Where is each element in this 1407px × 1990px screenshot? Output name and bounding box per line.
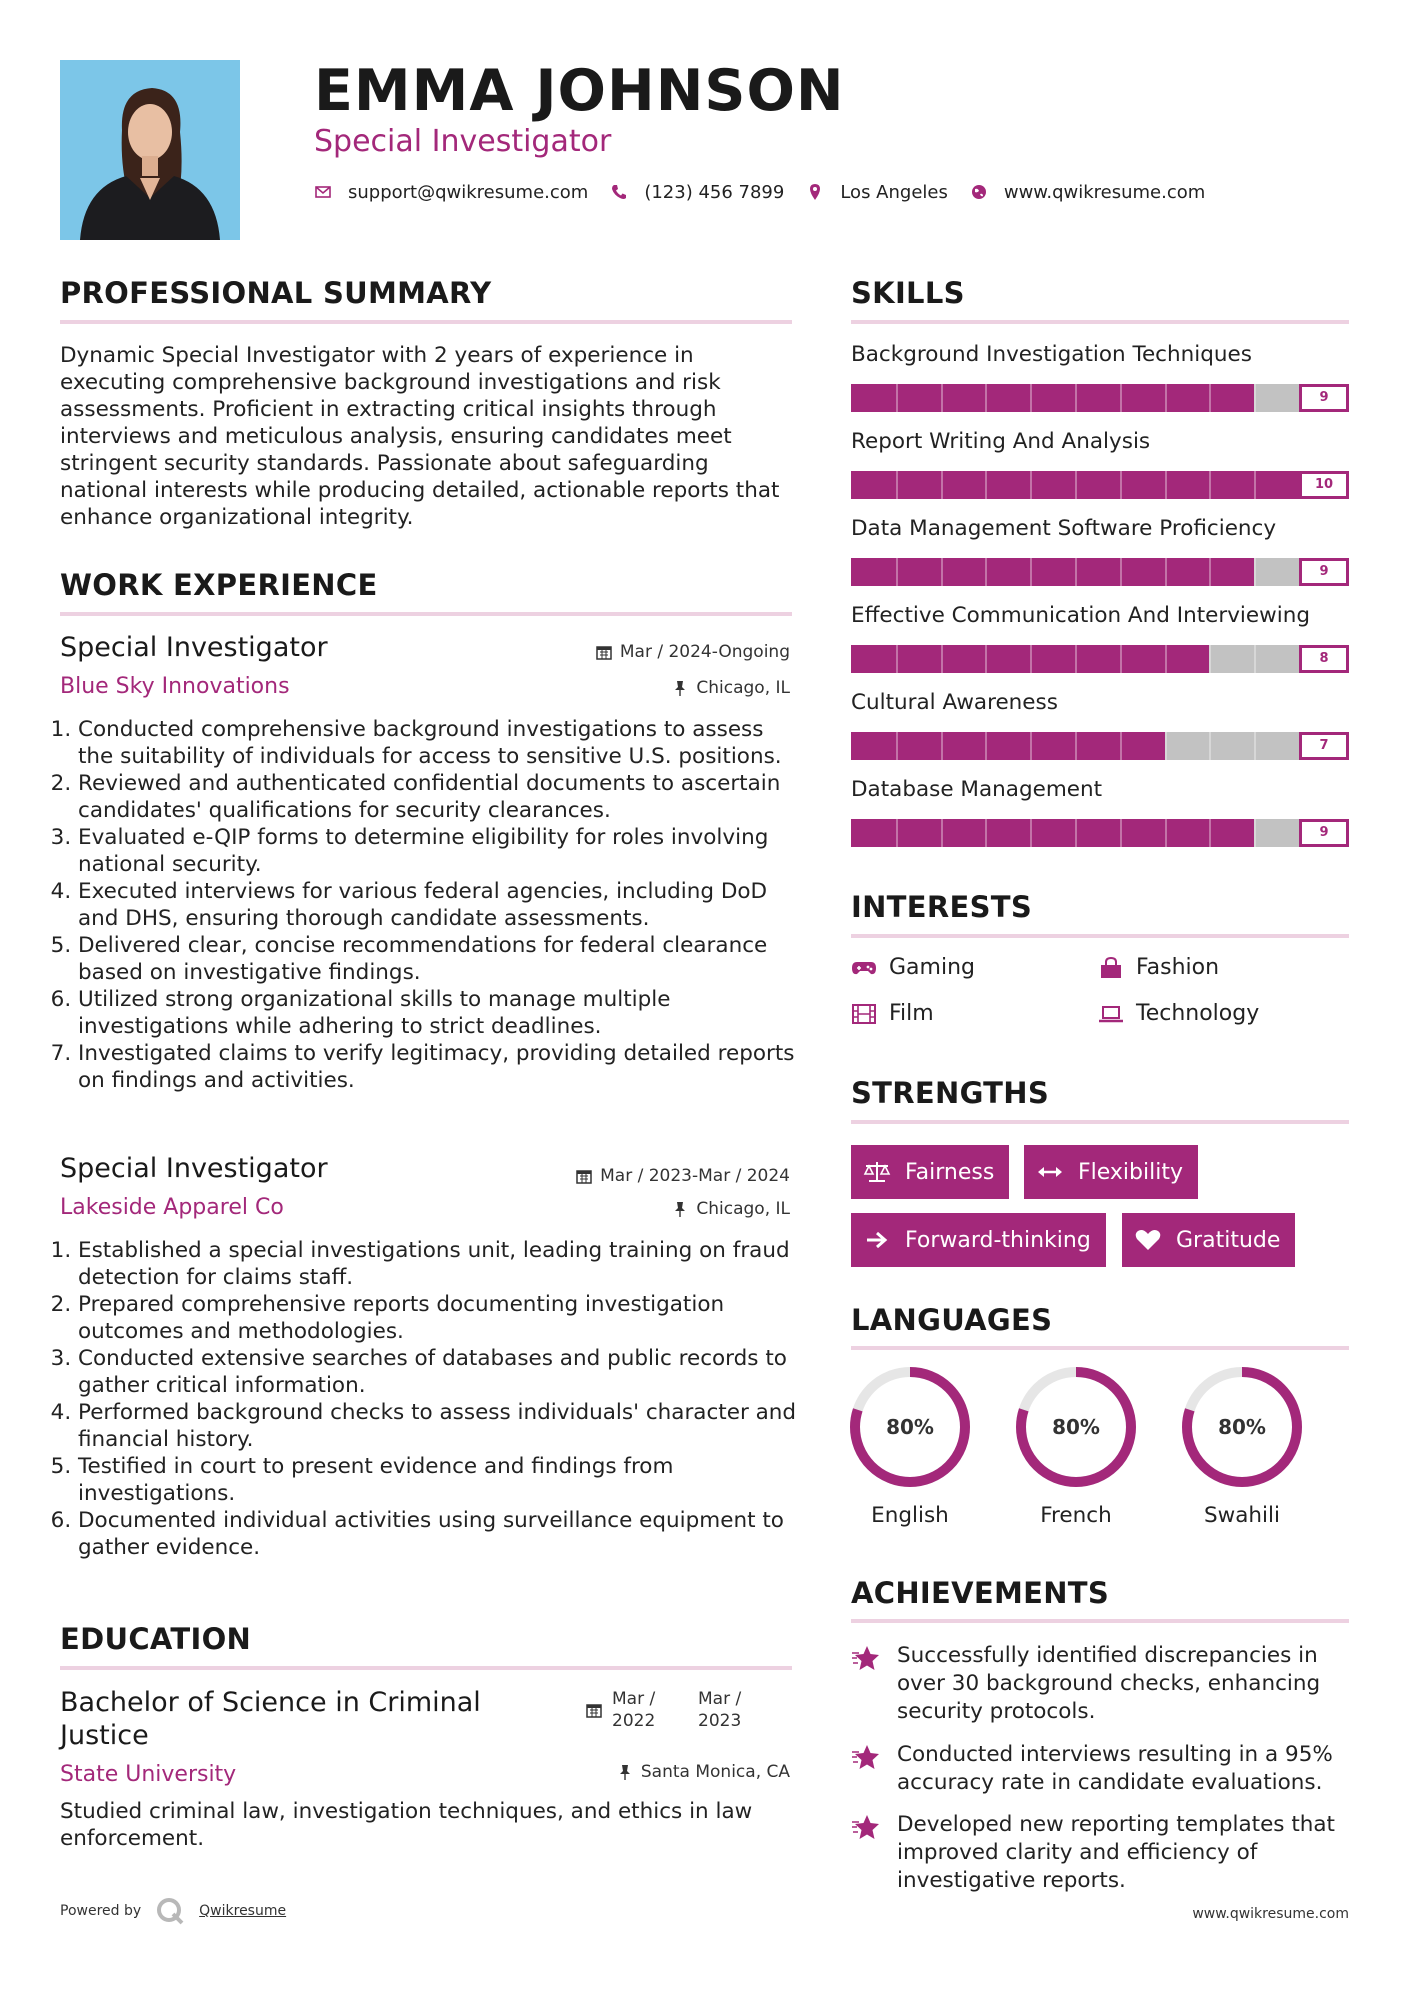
skill-item: [851, 603, 1349, 666]
skill-bar-segment: [1120, 645, 1122, 673]
skill-bar: [851, 732, 1349, 760]
skill-bar-segment: [1209, 384, 1211, 412]
skill-bar-segment: [1075, 819, 1077, 847]
education-end: Mar / 2023: [698, 1689, 742, 1731]
job-2-location: [672, 1199, 790, 1219]
skill-bar-segment: [985, 384, 987, 412]
strength-forward-thinking: [851, 1213, 1106, 1267]
interest-fashion: [1098, 955, 1219, 980]
education-location-text: Santa Monica, CA: [640, 1762, 790, 1782]
skill-bar-segment: [1120, 384, 1122, 412]
skill-bar-segment: [1120, 732, 1122, 760]
skill-bar-segment: [1075, 645, 1077, 673]
interest-film: [851, 1001, 934, 1026]
star-icon: [851, 1743, 883, 1771]
skill-bar-segment: [1030, 819, 1032, 847]
strength-fairness: [851, 1145, 1009, 1199]
language-item: [1014, 1365, 1138, 1528]
job-2-title: Special Investigator: [60, 1153, 328, 1184]
skill-score: 10: [1299, 471, 1349, 499]
skill-bar-segment: [1030, 471, 1032, 499]
skill-bar: [851, 384, 1349, 412]
achievements-heading: ACHIEVEMENTS: [851, 1576, 1110, 1610]
contact-email-text: support@qwikresume.com: [348, 181, 589, 203]
skill-bar-segment: [1209, 558, 1211, 586]
skill-item: [851, 690, 1349, 753]
skill-bar-fill: [851, 732, 1165, 760]
job-1-company: Blue Sky Innovations: [60, 674, 290, 699]
contact-website[interactable]: [970, 182, 1205, 203]
skill-bar-segment: [985, 819, 987, 847]
skills-heading: SKILLS: [851, 276, 965, 310]
contact-website-text: www.qwikresume.com: [1003, 181, 1206, 203]
list-item: 3. Conducted extensive searches of databases and public records to gather critical information.: [78, 1345, 800, 1399]
skill-bar-segment: [1165, 558, 1167, 586]
star-icon: [851, 1813, 883, 1841]
skill-bar-segment: [1254, 645, 1256, 673]
profile-photo: [60, 60, 240, 240]
candidate-role: Special Investigator: [314, 124, 612, 159]
map-pin-icon: [806, 183, 824, 201]
experience-divider: [60, 612, 792, 616]
interest-technology: [1098, 1001, 1259, 1026]
skill-bar: [851, 819, 1349, 847]
languages-heading: LANGUAGES: [851, 1303, 1053, 1337]
strength-flexibility-label: Flexibility: [1078, 1159, 1183, 1185]
globe-icon: [970, 183, 988, 201]
education-heading: EDUCATION: [60, 1622, 252, 1656]
skill-bar-segment: [1030, 732, 1032, 760]
language-item: [848, 1365, 972, 1528]
skill-score: 9: [1299, 819, 1349, 847]
skill-label: Effective Communication And Interviewing: [851, 603, 1310, 628]
list-item: 1. Established a special investigations unit, leading training on fraud detection for claims staff.: [78, 1237, 800, 1291]
skill-bar-segment: [1165, 384, 1167, 412]
arrows-horizontal-icon: [1036, 1160, 1064, 1184]
skill-bar-segment: [1030, 558, 1032, 586]
film-icon: [851, 1003, 877, 1025]
education-location: [617, 1762, 790, 1782]
job-1-location-text: Chicago, IL: [696, 678, 790, 698]
qwikresume-logo-icon: [155, 1896, 185, 1926]
skill-bar-segment: [1165, 819, 1167, 847]
language-name: Swahili: [1204, 1503, 1280, 1528]
education-degree: Bachelor of Science in Criminal Justice: [60, 1687, 481, 1751]
summary-divider: [60, 320, 792, 324]
language-percent: 80%: [1052, 1415, 1100, 1439]
languages-divider: [851, 1346, 1349, 1350]
skill-bar-segment: [1209, 819, 1211, 847]
skill-bar-segment: [941, 471, 943, 499]
strength-fairness-label: Fairness: [905, 1159, 995, 1185]
summary-text: Dynamic Special Investigator with 2 years of experience in executing comprehensive background investigations and risk assessments. Proficient in extracting critical insights through interviews and meticulous analysis, ensuring candidates meet stringent security standards. Passionate about safeguarding national interests while producing detailed, actionable reports that enhance organizational integrity.: [60, 343, 780, 530]
strengths-heading: STRENGTHS: [851, 1076, 1050, 1110]
interest-technology-label: Technology: [1136, 1001, 1260, 1026]
contact-location-text: Los Angeles: [840, 181, 948, 203]
job-1-title: Special Investigator: [60, 632, 328, 663]
heart-icon: [1134, 1228, 1162, 1252]
star-icon: [851, 1644, 883, 1672]
list-item: 3. Evaluated e-QIP forms to determine eligibility for roles involving national security.: [78, 824, 800, 878]
skill-bar: [851, 558, 1349, 586]
skill-bar-segment: [1030, 645, 1032, 673]
skill-bar: [851, 471, 1349, 499]
footer-url[interactable]: www.qwikresume.com: [1192, 1906, 1349, 1922]
job-1-location: [672, 678, 790, 698]
strength-gratitude-label: Gratitude: [1176, 1227, 1281, 1253]
job-2-dates-text: Mar / 2023-Mar / 2024: [600, 1166, 790, 1186]
achievement-text: Conducted interviews resulting in a 95% accuracy rate in candidate evaluations.: [897, 1742, 1333, 1795]
skill-label: Database Management: [851, 777, 1103, 802]
skill-item: [851, 516, 1349, 579]
powered-by-label: Powered by: [60, 1903, 142, 1919]
interests-heading: INTERESTS: [851, 890, 1033, 924]
job-2-location-text: Chicago, IL: [696, 1199, 790, 1219]
skill-bar-segment: [1254, 732, 1256, 760]
language-percent: 80%: [886, 1415, 934, 1439]
skill-bar-segment: [985, 732, 987, 760]
skill-bar-segment: [1165, 645, 1167, 673]
skill-bar-fill: [851, 384, 1254, 412]
list-item: 5. Testified in court to present evidence and findings from investigations.: [78, 1453, 800, 1507]
calendar-icon: [596, 644, 612, 660]
job-1-dates: [596, 642, 790, 662]
language-item: [1180, 1365, 1304, 1528]
achievements-divider: [851, 1619, 1349, 1623]
skill-bar-segment: [896, 384, 898, 412]
education-divider: [60, 1666, 792, 1670]
skill-bar-fill: [851, 819, 1254, 847]
skill-bar-segment: [896, 732, 898, 760]
skill-item: [851, 429, 1349, 492]
skill-bar-segment: [941, 558, 943, 586]
interest-film-label: Film: [889, 1001, 934, 1026]
pushpin-icon: [672, 1201, 688, 1217]
candidate-name: EMMA JOHNSON: [314, 58, 845, 124]
list-item: 2. Prepared comprehensive reports documenting investigation outcomes and methodologies.: [78, 1291, 800, 1345]
skill-bar-segment: [1075, 558, 1077, 586]
language-name: English: [871, 1503, 949, 1528]
skill-score: 8: [1299, 645, 1349, 673]
strength-forward-thinking-label: Forward-thinking: [905, 1227, 1091, 1253]
skill-bar-segment: [1254, 558, 1256, 586]
strength-flexibility: [1024, 1145, 1198, 1199]
list-item: 5. Delivered clear, concise recommendations for federal clearance based on investigative findings.: [78, 932, 800, 986]
skill-score: 9: [1299, 558, 1349, 586]
language-name: French: [1040, 1503, 1112, 1528]
list-item: 6. Documented individual activities using surveillance equipment to gather evidence.: [78, 1507, 800, 1561]
skill-bar-segment: [985, 471, 987, 499]
skill-bar-segment: [1075, 732, 1077, 760]
skill-item: [851, 777, 1349, 840]
skill-bar-segment: [896, 471, 898, 499]
achievement-text: Developed new reporting templates that improved clarity and efficiency of investigative reports.: [897, 1812, 1335, 1893]
gamepad-icon: [851, 957, 877, 979]
skill-bar-segment: [1209, 645, 1211, 673]
skill-bar-segment: [1209, 732, 1211, 760]
brand-link[interactable]: Qwikresume: [199, 1903, 287, 1919]
calendar-icon: [576, 1168, 592, 1184]
language-percent: 80%: [1218, 1415, 1266, 1439]
skill-label: Cultural Awareness: [851, 690, 1058, 715]
skill-bar-segment: [1120, 558, 1122, 586]
arrow-right-icon: [863, 1228, 891, 1252]
skill-bar-segment: [1075, 384, 1077, 412]
contact-phone[interactable]: [610, 182, 784, 203]
achievement-item: [851, 1811, 1351, 1895]
skill-bar-segment: [896, 819, 898, 847]
summary-heading: PROFESSIONAL SUMMARY: [60, 276, 492, 310]
calendar-icon: [586, 1702, 602, 1718]
list-item: 1. Conducted comprehensive background investigations to assess the suitability of individuals for access to sensitive U.S. positions.: [78, 716, 800, 770]
education-description: Studied criminal law, investigation techniques, and ethics in law enforcement.: [60, 1799, 753, 1851]
skill-bar-segment: [1120, 471, 1122, 499]
job-2-company: Lakeside Apparel Co: [60, 1195, 284, 1220]
pushpin-icon: [672, 680, 688, 696]
skill-bar-segment: [941, 384, 943, 412]
skill-bar-segment: [1254, 384, 1256, 412]
interest-gaming-label: Gaming: [889, 955, 975, 980]
skill-bar-segment: [896, 558, 898, 586]
strengths-divider: [851, 1120, 1349, 1124]
laptop-icon: [1098, 1003, 1124, 1025]
list-item: 4. Performed background checks to assess individuals' character and financial history.: [78, 1399, 800, 1453]
interest-gaming: [851, 955, 975, 980]
powered-by: [60, 1896, 286, 1926]
list-item: 4. Executed interviews for various federal agencies, including DoD and DHS, ensuring thorough candidate assessments.: [78, 878, 800, 932]
achievement-text: Successfully identified discrepancies in over 30 background checks, enhancing security protocols.: [897, 1643, 1321, 1724]
skills-divider: [851, 320, 1349, 324]
balance-scale-icon: [863, 1160, 891, 1184]
skill-label: Background Investigation Techniques: [851, 342, 1252, 367]
skill-score: 7: [1299, 732, 1349, 760]
skill-bar-segment: [1209, 471, 1211, 499]
skill-bar-segment: [941, 645, 943, 673]
skill-bar-segment: [985, 558, 987, 586]
skill-item: [851, 342, 1349, 405]
contact-email[interactable]: [314, 182, 588, 203]
achievement-item: [851, 1642, 1351, 1726]
job-1-duties: [50, 716, 800, 1094]
skill-bar-segment: [1075, 471, 1077, 499]
contact-bar: [314, 180, 1227, 204]
strength-gratitude: [1122, 1213, 1295, 1267]
contact-location: [806, 182, 948, 203]
skill-bar-fill: [851, 558, 1254, 586]
experience-heading: WORK EXPERIENCE: [60, 568, 378, 602]
interest-fashion-label: Fashion: [1136, 955, 1220, 980]
job-2-duties: [50, 1237, 800, 1561]
skill-bar-segment: [1254, 471, 1256, 499]
skill-bar-segment: [1030, 384, 1032, 412]
list-item: 7. Investigated claims to verify legitimacy, providing detailed reports on findings and activities.: [78, 1040, 800, 1094]
skill-bar-segment: [985, 645, 987, 673]
phone-icon: [610, 183, 628, 201]
job-1-dates-text: Mar / 2024-Ongoing: [619, 642, 790, 662]
interests-divider: [851, 934, 1349, 938]
skill-bar-segment: [941, 819, 943, 847]
skill-score: 9: [1299, 384, 1349, 412]
skill-bar-segment: [1165, 471, 1167, 499]
list-item: 6. Utilized strong organizational skills to manage multiple investigations while adhering to strict deadlines.: [78, 986, 800, 1040]
skill-label: Report Writing And Analysis: [851, 429, 1151, 454]
achievement-item: [851, 1741, 1351, 1797]
envelope-icon: [314, 183, 332, 201]
list-item: 2. Reviewed and authenticated confidential documents to ascertain candidates' qualifications for security clearances.: [78, 770, 800, 824]
skill-bar: [851, 645, 1349, 673]
skill-label: Data Management Software Proficiency: [851, 516, 1277, 541]
skill-bar-segment: [1120, 819, 1122, 847]
skill-bar-segment: [941, 732, 943, 760]
pushpin-icon: [617, 1764, 633, 1780]
education-school: State University: [60, 1762, 237, 1787]
education-start: Mar / 2022: [612, 1689, 656, 1731]
skill-bar-segment: [896, 645, 898, 673]
shopping-bag-icon: [1098, 957, 1124, 979]
skill-bar-segment: [1165, 732, 1167, 760]
skill-bar-segment: [1254, 819, 1256, 847]
job-2-dates: [576, 1166, 790, 1186]
contact-phone-text: (123) 456 7899: [644, 181, 785, 203]
